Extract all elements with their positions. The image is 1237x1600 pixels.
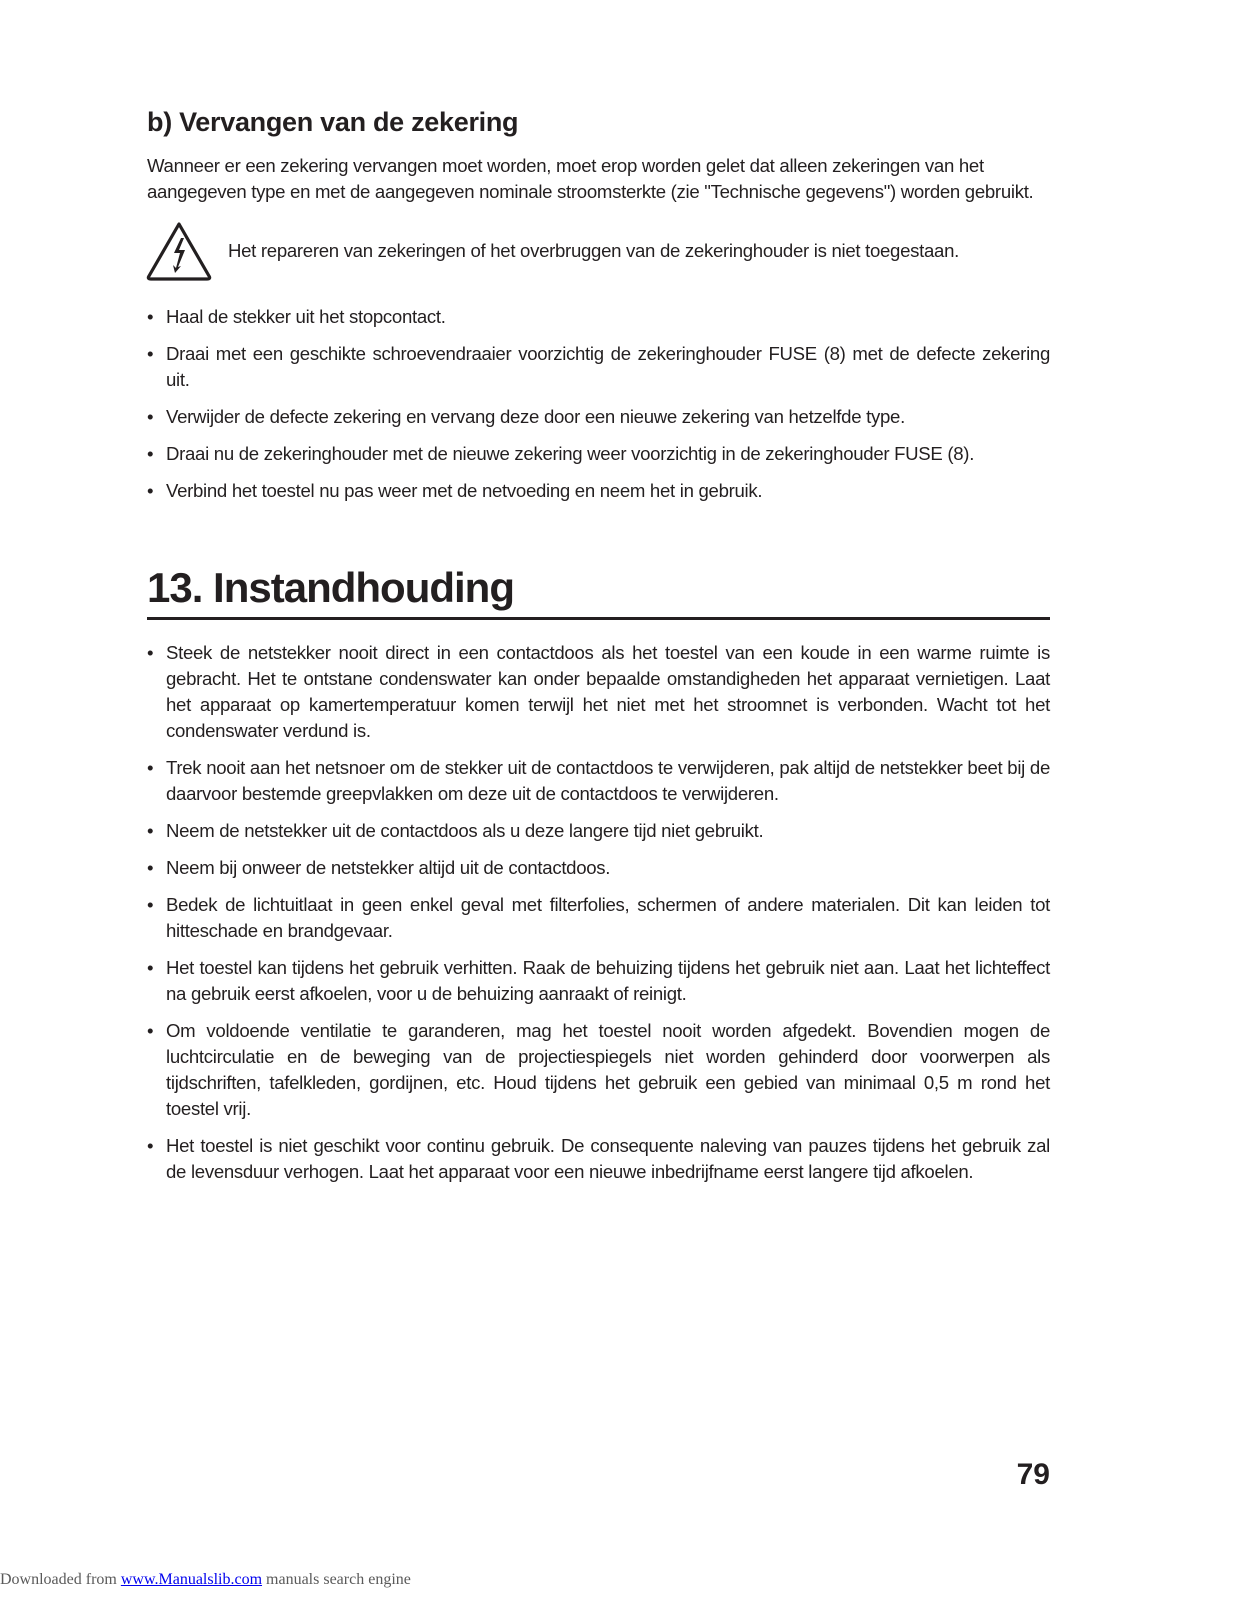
fuse-replacement-steps xyxy=(147,304,1050,515)
list-item: • Neem bij onweer de netstekker altijd uit de contactdoos. xyxy=(147,855,1050,881)
list-item: • Haal de stekker uit het stopcontact. xyxy=(147,304,1050,330)
warning-text: Het repareren van zekeringen of het overbruggen van de zekeringhouder is niet toegestaan. xyxy=(228,240,959,261)
manualslib-link[interactable]: www.Manualslib.com xyxy=(120,1571,263,1588)
list-item: • Verbind het toestel nu pas weer met de netvoeding en neem het in gebruik. xyxy=(147,478,1050,504)
list-item: • Draai nu de zekeringhouder met de nieuwe zekering weer voorzichtig in de zekeringhouder FUSE (8). xyxy=(147,441,1050,467)
list-item: • Om voldoende ventilatie te garanderen, mag het toestel nooit worden afgedekt. Bovendien mogen de luchtcirculatie en de beweging van de projectiespiegels niet worden gehinderd door voorwerpen als tijdschriften, tafelkleden, gordijnen, etc. Houd tijdens het gebruik een gebied van minimaal 0,5 m rond het toestel vrij. xyxy=(147,1018,1050,1122)
list-item: • Trek nooit aan het netsnoer om de stekker uit de contactdoos te verwijderen, pak altijd de netstekker beet bij de daarvoor bestemde greepvlakken om deze uit de contactdoos te verwijderen. xyxy=(147,755,1050,807)
list-item: • Het toestel kan tijdens het gebruik verhitten. Raak de behuizing tijdens het gebruik niet aan. Laat het lichteffect na gebruik eerst afkoelen, voor u de behuizing aanraakt of reinigt. xyxy=(147,955,1050,1007)
list-item: • Verwijder de defecte zekering en vervang deze door een nieuwe zekering van hetzelfde type. xyxy=(147,404,1050,430)
subsection-title: b) Vervangen van de zekering xyxy=(147,107,519,137)
list-item: • Steek de netstekker nooit direct in een contactdoos als het toestel van een koude in een warme ruimte is gebracht. Het te ontstane condenswater kan onder bepaalde omstandigheden het apparaat vernietigen. Laat het apparaat op kamertemperatuur komen terwijl het niet met het stroomnet is verbonden. Wacht tot het condenswater verdund is. xyxy=(147,640,1050,744)
download-footer xyxy=(0,1571,411,1589)
high-voltage-warning-icon xyxy=(145,220,213,282)
list-item: • Neem de netstekker uit de contactdoos als u deze langere tijd niet gebruikt. xyxy=(147,818,1050,844)
list-item: • Draai met een geschikte schroevendraaier voorzichtig de zekeringhouder FUSE (8) met de defecte zekering uit. xyxy=(147,341,1050,393)
section-title: 13. Instandhouding xyxy=(147,563,1050,620)
maintenance-list xyxy=(147,640,1050,1196)
list-item: • Het toestel is niet geschikt voor continu gebruik. De consequente naleving van pauzes tijdens het gebruik zal de levensduur verhogen. Laat het apparaat voor een nieuwe inbedrijfname eerst langere tijd afkoelen. xyxy=(147,1133,1050,1185)
page-number: 79 xyxy=(1016,1458,1050,1491)
footer-suffix: manuals search engine xyxy=(262,1571,411,1588)
intro-paragraph: Wanneer er een zekering vervangen moet worden, moet erop worden gelet dat alleen zekeringen van het aangegeven type en met de aangegeven nominale stroomsterkte (zie "Technische gegevens") worden gebruikt. xyxy=(147,155,1034,202)
footer-prefix: Downloaded from xyxy=(0,1571,121,1588)
list-item: • Bedek de lichtuitlaat in geen enkel geval met filterfolies, schermen of andere materialen. Dit kan leiden tot hitteschade en brandgevaar. xyxy=(147,892,1050,944)
warning-notice xyxy=(145,220,1050,286)
